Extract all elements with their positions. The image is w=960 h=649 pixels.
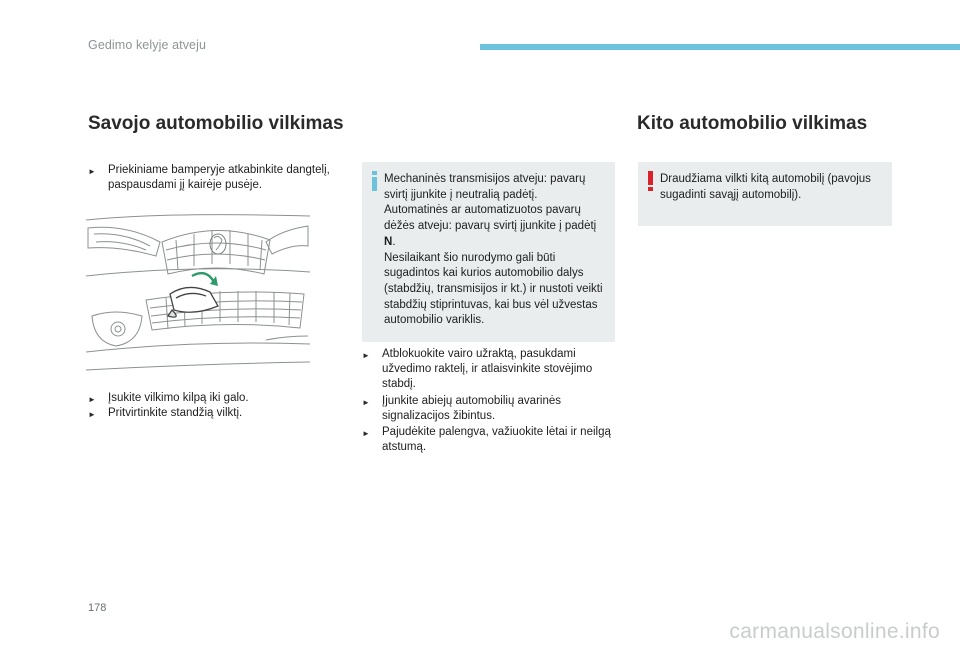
- step-text: Įjunkite abiejų automobilių avarinės signalizacijos žibintus.: [382, 395, 561, 422]
- towing-eye-illustration: [86, 212, 310, 374]
- info-para-automatic: [384, 203, 609, 250]
- bullet-arrow-icon: ►: [362, 398, 370, 407]
- step-text: Priekiniame bamperyje atkabinkite dangtelį, paspausdami jį kairėje pusėje.: [108, 164, 330, 191]
- step-hazard-lights: [362, 394, 616, 424]
- step-attach-bar: [88, 406, 338, 421]
- step-text: Pritvirtinkite standžią vilktį.: [108, 407, 243, 419]
- step-unlock-steering: [362, 347, 616, 392]
- step-text: Pajudėkite palengva, važiuokite lėtai ir neilgą atstumą.: [382, 426, 611, 453]
- page-number: 178: [88, 602, 107, 614]
- step-text: Atblokuokite vairo užraktą, pasukdami užvedimo raktelį, ir atlaisvinkite stovėjimo stabdį.: [382, 348, 593, 390]
- bullet-arrow-icon: ►: [362, 351, 370, 360]
- running-header: Gedimo kelyje atveju: [88, 38, 207, 52]
- warning-exclamation-icon: [647, 171, 655, 196]
- info-para-automatic-text: Automatinės ar automatizuotos pavarų dėžės atveju: pavarų svirtį įjunkite į padėtį: [384, 204, 597, 233]
- warning-note-box: [638, 162, 892, 226]
- bullet-arrow-icon: ►: [88, 410, 96, 419]
- step-text: Įsukite vilkimo kilpą iki galo.: [108, 392, 249, 404]
- section-title-own-vehicle: Savojo automobilio vilkimas: [88, 113, 344, 134]
- info-para-consequence: Nesilaikant šio nurodymo gali būti sugadintos kai kurios automobilio dalys (stabdžių, transmisijos ir kt.) ir nustoti veikti stabdžių stiprintuvas, kai bus vėl užvestas automobilio variklis.: [384, 251, 603, 327]
- info-para-automatic-end: .: [392, 235, 396, 248]
- header-accent-bar: [480, 44, 960, 50]
- step-screw-eye: [88, 391, 338, 406]
- watermark: carmanualsonline.info: [729, 620, 940, 643]
- section-title-other-vehicle: Kito automobilio vilkimas: [637, 113, 868, 134]
- step-drive-slowly: [362, 425, 616, 455]
- bullet-arrow-icon: ►: [362, 429, 370, 438]
- info-icon: [371, 171, 379, 196]
- bullet-arrow-icon: ►: [88, 167, 96, 176]
- warning-text: Draudžiama vilkti kitą automobilį (pavojus sugadinti savąjį automobilį).: [660, 173, 871, 201]
- step-remove-cover: [88, 163, 338, 193]
- bumper-drawing: [86, 212, 310, 374]
- info-note-box: [362, 162, 615, 342]
- info-para-manual: Mechaninės transmisijos atveju: pavarų svirtį įjunkite į neutralią padėtį.: [384, 173, 586, 201]
- bullet-arrow-icon: ►: [88, 395, 96, 404]
- gear-position-n: N: [384, 235, 393, 248]
